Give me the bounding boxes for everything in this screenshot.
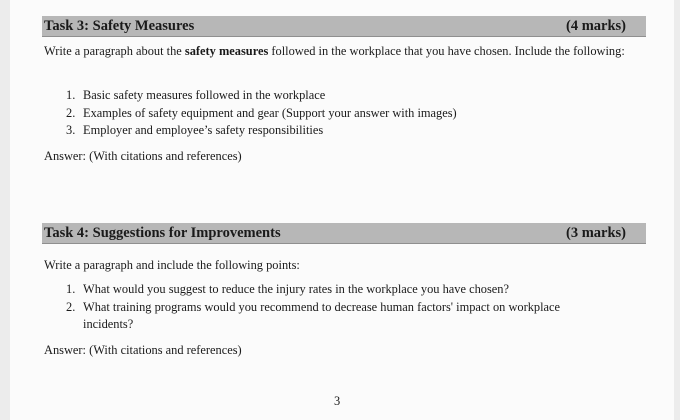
task4-list (66, 281, 606, 334)
task4-header (42, 223, 646, 244)
task3-list (66, 87, 457, 140)
list-item (66, 87, 457, 105)
task3-instructions (44, 43, 640, 61)
list-item-text: Employer and employee’s safety responsibilities (83, 123, 324, 137)
list-item-text: What would you suggest to reduce the injury rates in the workplace you have chosen? (83, 282, 509, 296)
list-item (66, 122, 457, 140)
list-item (66, 299, 606, 334)
task4-instructions: Write a paragraph and include the following points: (44, 258, 300, 272)
task4-marks: (3 marks) (565, 225, 626, 241)
list-item-number: 2. (66, 105, 76, 120)
list-item-number: 3. (66, 123, 76, 137)
document-page (10, 0, 674, 420)
list-item-number: 1. (66, 282, 76, 296)
list-item-number: 1. (66, 88, 76, 102)
list-item-text: What training programs would you recommend to decrease human factors' impact on workplace incidents? (83, 299, 561, 331)
list-item (66, 281, 606, 299)
list-item-text: Basic safety measures followed in the workplace (83, 88, 326, 102)
task3-intro-start: Write a paragraph about the (44, 44, 185, 58)
task3-intro-bold: safety measures (184, 44, 269, 58)
list-item-text: Examples of safety equipment and gear (Support your answer with images) (83, 105, 457, 120)
task4-answer-prompt: Answer: (With citations and references) (44, 343, 242, 357)
list-item (66, 105, 457, 123)
list-item-number: 2. (66, 299, 76, 314)
task4-title: Task 4: Suggestions for Improvements (44, 225, 281, 241)
task3-answer-prompt: Answer: (With citations and references) (44, 149, 242, 163)
task3-title: Task 3: Safety Measures (44, 18, 195, 34)
page-number: 3 (334, 394, 341, 408)
task3-marks: (4 marks) (565, 18, 626, 34)
task3-intro-end: followed in the workplace that you have chosen. Include the following: (268, 44, 625, 58)
task3-header (42, 16, 646, 37)
